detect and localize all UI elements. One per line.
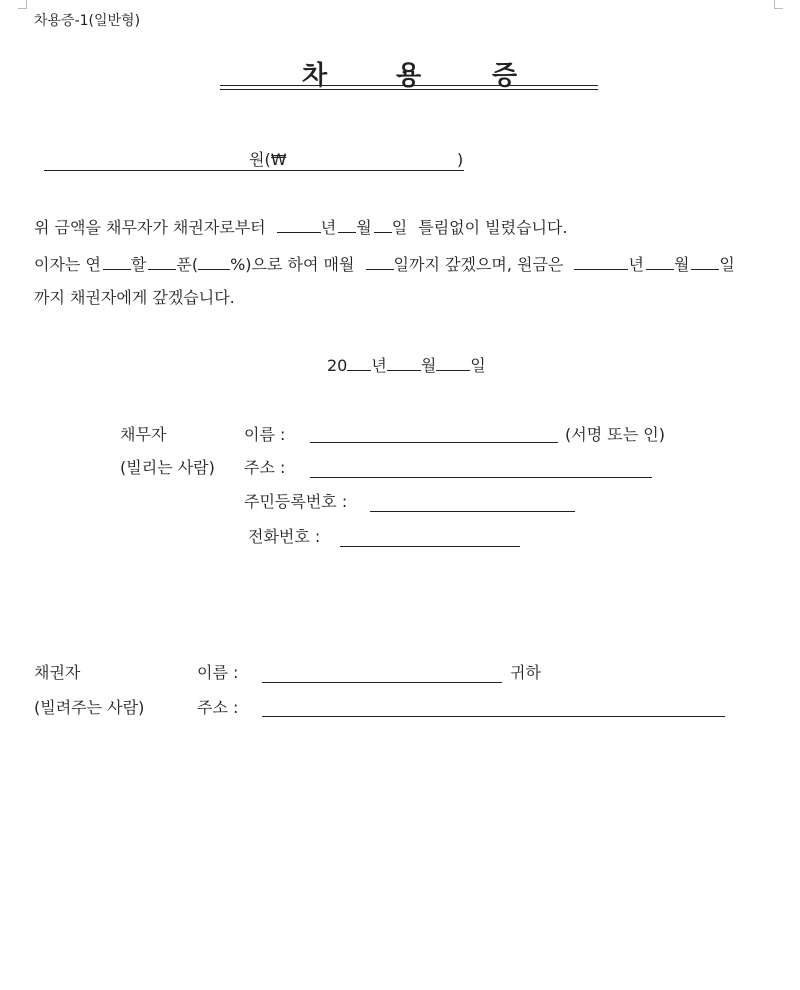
interest-percent-blank[interactable]: [198, 255, 230, 270]
debtor-phone-label: 전화번호 :: [248, 527, 321, 546]
body-line-2: [34, 255, 735, 275]
debtor-phone-field[interactable]: [340, 546, 520, 547]
hal-label: 할: [130, 255, 147, 274]
creditor-name-field[interactable]: [262, 682, 502, 683]
amount-close-paren: ): [457, 150, 464, 169]
pun-label: 푼(: [176, 255, 199, 274]
interest-pun-blank[interactable]: [148, 255, 176, 270]
creditor-name-label: 이름 :: [197, 663, 239, 682]
debtor-role-desc: (빌리는 사람): [120, 458, 215, 477]
day-blank[interactable]: [374, 218, 392, 233]
principal-month-blank[interactable]: [646, 255, 674, 270]
amount-won-label: 원(₩: [249, 150, 287, 169]
principal-day-blank[interactable]: [691, 255, 719, 270]
title-underline-top: [220, 85, 598, 86]
date-prefix: 20: [327, 356, 348, 375]
document-tag: 차용증-1(일반형): [34, 13, 141, 29]
day-label: 일: [719, 255, 735, 274]
month-label: 월: [673, 255, 690, 274]
page-corner-mark: [774, 0, 783, 9]
date-day-label: 일: [470, 356, 486, 375]
debtor-name-label: 이름 :: [244, 425, 286, 444]
creditor-role: 채권자: [34, 663, 81, 682]
date-month-blank[interactable]: [387, 356, 421, 371]
creditor-honorific: 귀하: [510, 663, 541, 682]
date-year-blank[interactable]: [347, 356, 371, 371]
debtor-address-label: 주소 :: [244, 458, 286, 477]
body-line-3: 까지 채권자에게 갚겠습니다.: [34, 288, 235, 307]
title-char-1: 차: [302, 61, 328, 91]
date-day-blank[interactable]: [436, 356, 470, 371]
body-text: 위 금액을 채무자가 채권자로부터: [34, 218, 266, 237]
percent-label: %)으로 하여 매월: [230, 255, 355, 274]
title-underline-bottom: [220, 89, 598, 90]
month-label: 월: [356, 218, 372, 237]
year-label: 년: [628, 255, 644, 274]
debtor-name-field[interactable]: [310, 442, 558, 443]
body-text: 일까지 갚겠으며, 원금은: [393, 255, 564, 274]
monthly-day-blank[interactable]: [366, 255, 394, 270]
day-label: 일: [391, 218, 408, 237]
creditor-address-label: 주소 :: [197, 698, 239, 717]
creditor-address-field[interactable]: [262, 716, 725, 717]
creditor-role-desc: (빌려주는 사람): [34, 698, 145, 717]
debtor-role: 채무자: [120, 425, 167, 444]
month-blank[interactable]: [338, 218, 356, 233]
title-char-3: 증: [492, 61, 518, 91]
date-line: [327, 356, 486, 376]
principal-year-blank[interactable]: [574, 255, 628, 270]
date-month-label: 월: [420, 356, 437, 375]
debtor-rrn-field[interactable]: [370, 511, 575, 512]
title-char-2: 용: [396, 61, 422, 91]
body-line-1: [34, 218, 568, 238]
debtor-address-field[interactable]: [310, 477, 652, 478]
year-blank[interactable]: [277, 218, 321, 233]
year-label: 년: [320, 218, 337, 237]
amount-underline: [44, 170, 464, 171]
debtor-rrn-label: 주민등록번호 :: [244, 492, 348, 511]
body-text: 틀림없이 빌렸습니다.: [418, 218, 568, 237]
body-text: 이자는 연: [34, 255, 101, 274]
interest-hal-blank[interactable]: [103, 255, 131, 270]
debtor-sign-label: (서명 또는 인): [565, 425, 665, 444]
page-corner-mark: [18, 0, 27, 9]
date-year-label: 년: [371, 356, 387, 375]
